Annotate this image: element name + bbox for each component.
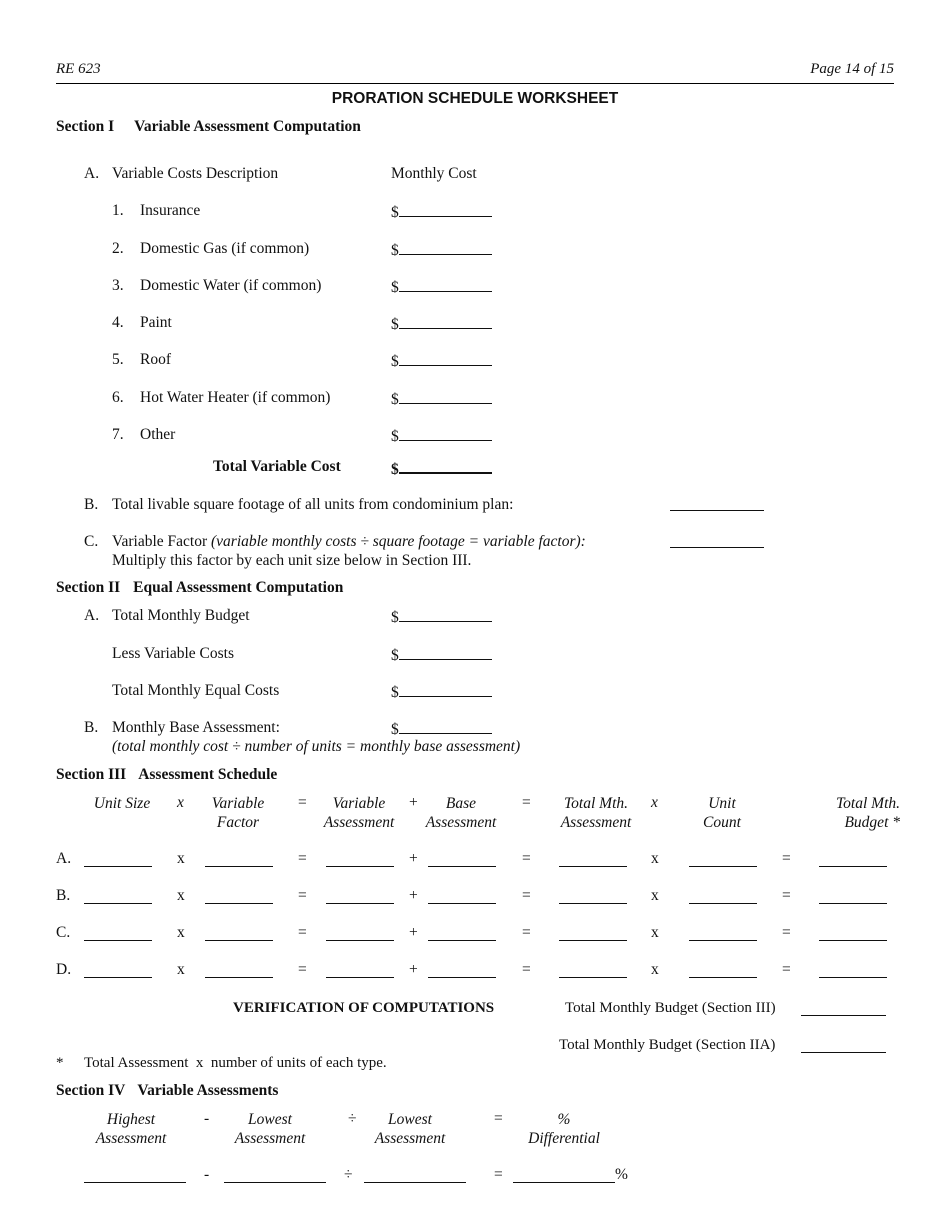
col-base-assessment <box>418 794 504 832</box>
op-plus: + <box>409 887 418 904</box>
blank-line[interactable] <box>399 607 492 622</box>
item-number: 4. <box>112 314 124 331</box>
monthly-cost-header: Monthly Cost <box>391 165 477 182</box>
item-label: Hot Water Heater (if common) <box>140 389 331 406</box>
op-equals: = <box>298 961 307 978</box>
cost-field[interactable] <box>391 389 492 409</box>
section1-a-label: A. <box>84 165 100 182</box>
blank-line[interactable] <box>399 458 492 474</box>
section1-b-label: B. <box>84 496 99 513</box>
blank-line[interactable] <box>399 351 492 366</box>
item-number: 3. <box>112 277 124 294</box>
total-mth-assessment-field[interactable] <box>559 926 627 941</box>
item-number: 7. <box>112 426 124 443</box>
op-times: x <box>651 850 659 867</box>
op-equals: = <box>298 794 307 811</box>
col-header-line2: Assessment <box>374 1130 446 1147</box>
op-equals: = <box>494 1166 503 1183</box>
cost-field[interactable] <box>391 351 492 371</box>
total-monthly-budget-field[interactable] <box>391 607 492 627</box>
variable-factor-field[interactable] <box>205 889 273 904</box>
cost-field[interactable] <box>391 202 492 222</box>
op-equals: = <box>494 1110 503 1127</box>
op-equals: = <box>782 850 791 867</box>
lowest-assessment-field-2[interactable] <box>364 1168 466 1183</box>
blank-line[interactable] <box>399 314 492 329</box>
dollar-sign: $ <box>391 684 399 701</box>
monthly-base-assessment-formula: (total monthly cost ÷ number of units = monthly base assessment) <box>112 738 521 755</box>
section3-heading <box>56 766 277 784</box>
item-label: Domestic Water (if common) <box>140 277 322 294</box>
dollar-sign: $ <box>391 242 399 259</box>
op-times: x <box>651 924 659 941</box>
base-assessment-field[interactable] <box>428 926 496 941</box>
col-lowest-assessment-2 <box>360 1110 460 1148</box>
blank-line[interactable] <box>670 533 764 548</box>
row-label: A. <box>56 850 72 867</box>
col-highest-assessment <box>80 1110 182 1148</box>
blank-line[interactable] <box>399 682 492 697</box>
op-plus: + <box>409 924 418 941</box>
page-number: Page 14 of 15 <box>810 61 894 77</box>
op-equals: = <box>522 961 531 978</box>
item-number: 6. <box>112 389 124 406</box>
variable-factor-field[interactable] <box>205 963 273 978</box>
variable-factor-label: Variable Factor <box>112 533 208 550</box>
variable-assessment-field[interactable] <box>326 852 394 867</box>
blank-line[interactable] <box>399 389 492 404</box>
blank-line[interactable] <box>399 240 492 255</box>
page-title: PRORATION SCHEDULE WORKSHEET <box>331 90 619 107</box>
op-times: x <box>177 961 185 978</box>
percent-differential-field[interactable] <box>513 1168 615 1183</box>
col-header-line1: Lowest <box>248 1111 292 1128</box>
row-label: C. <box>56 924 71 941</box>
section2-title: Equal Assessment Computation <box>133 579 344 596</box>
total-mth-assessment-field[interactable] <box>559 889 627 904</box>
op-times: x <box>177 850 185 867</box>
unit-size-field[interactable] <box>84 852 152 867</box>
item-number: 2. <box>112 240 124 257</box>
monthly-base-assessment-field[interactable] <box>391 719 492 739</box>
dollar-sign: $ <box>391 353 399 370</box>
item-label: Insurance <box>140 202 201 219</box>
item-label: Roof <box>140 351 171 368</box>
header-rule <box>56 83 894 84</box>
col-variable-factor <box>196 794 280 832</box>
op-divide: ÷ <box>344 1166 353 1183</box>
col-header-line1: Total Mth. <box>835 795 900 812</box>
verification-section3-label: Total Monthly Budget (Section III) <box>565 1000 776 1016</box>
variable-costs-description-header: Variable Costs Description <box>112 165 279 182</box>
section4-number: Section IV <box>56 1082 126 1099</box>
variable-factor-text <box>112 533 586 551</box>
percent-sign: % <box>615 1166 628 1183</box>
dollar-sign: $ <box>391 279 399 296</box>
monthly-base-assessment-label: Monthly Base Assessment: <box>112 719 280 736</box>
blank-line[interactable] <box>399 719 492 734</box>
col-header-line1: Unit <box>708 795 736 812</box>
col-header-line1: Highest <box>106 1111 156 1128</box>
col-header-line2: Assessment <box>95 1130 167 1147</box>
col-header-line2: Differential <box>528 1130 600 1147</box>
highest-assessment-field[interactable] <box>84 1168 186 1183</box>
unit-count-field[interactable] <box>689 889 757 904</box>
item-label: Other <box>140 426 176 443</box>
col-header-line1: Lowest <box>388 1111 432 1128</box>
op-equals: = <box>782 887 791 904</box>
total-mth-budget-field[interactable] <box>819 963 887 978</box>
total-monthly-budget-label: Total Monthly Budget <box>112 607 250 624</box>
dollar-sign: $ <box>391 204 399 221</box>
less-variable-costs-label: Less Variable Costs <box>112 645 234 662</box>
total-mth-budget-field[interactable] <box>819 852 887 867</box>
col-header-line1: % <box>557 1111 571 1128</box>
footnote-mark: * <box>56 1055 64 1071</box>
base-assessment-field[interactable] <box>428 963 496 978</box>
blank-line[interactable] <box>670 496 764 511</box>
total-variable-cost-label: Total Variable Cost <box>213 458 341 475</box>
unit-size-field[interactable] <box>84 926 152 941</box>
op-times: x <box>651 961 659 978</box>
dollar-sign: $ <box>391 391 399 408</box>
cost-field[interactable] <box>391 426 492 446</box>
blank-line[interactable] <box>399 277 492 292</box>
unit-count-field[interactable] <box>689 852 757 867</box>
col-header-line1: Variable <box>211 795 265 812</box>
section1-c-label: C. <box>84 533 99 550</box>
op-equals: = <box>782 961 791 978</box>
dollar-sign: $ <box>391 721 399 738</box>
section2-b-label: B. <box>84 719 99 736</box>
col-lowest-assessment-1 <box>220 1110 320 1148</box>
row-label: B. <box>56 887 71 904</box>
cost-field[interactable] <box>391 277 492 297</box>
variable-assessment-field[interactable] <box>326 926 394 941</box>
unit-size-field[interactable] <box>84 963 152 978</box>
op-equals: = <box>522 794 531 811</box>
cost-field[interactable] <box>391 314 492 334</box>
col-header-line1: Base <box>445 795 477 812</box>
variable-factor-instruction: Multiply this factor by each unit size below in Section III. <box>112 552 472 569</box>
unit-count-field[interactable] <box>689 963 757 978</box>
op-times: x <box>177 794 184 811</box>
op-equals: = <box>298 887 307 904</box>
col-header-line2: Assessment <box>323 814 395 831</box>
op-divide: ÷ <box>348 1110 357 1127</box>
dollar-sign: $ <box>391 428 399 445</box>
col-unit-count <box>682 794 762 832</box>
variable-factor-formula: (variable monthly costs ÷ square footage = variable factor): <box>211 533 586 550</box>
op-equals: = <box>782 924 791 941</box>
op-minus: - <box>204 1166 210 1183</box>
blank-line[interactable] <box>399 202 492 217</box>
total-mth-budget-field[interactable] <box>819 889 887 904</box>
op-minus: - <box>204 1110 210 1127</box>
col-header-line2: Budget * <box>844 814 900 831</box>
total-mth-budget-field[interactable] <box>819 926 887 941</box>
section1-heading <box>56 118 361 136</box>
dollar-sign: $ <box>391 316 399 333</box>
verification-section2a-label: Total Monthly Budget (Section IIA) <box>559 1037 776 1053</box>
verification-title: VERIFICATION OF COMPUTATIONS <box>233 1000 495 1016</box>
op-plus: + <box>409 794 418 811</box>
variable-assessment-field[interactable] <box>326 963 394 978</box>
section3-title: Assessment Schedule <box>138 766 278 783</box>
col-header-line2: Assessment <box>234 1130 306 1147</box>
section2-a-label: A. <box>84 607 100 624</box>
section3-number: Section III <box>56 766 127 783</box>
col-header-line1: Unit Size <box>93 795 151 812</box>
less-variable-costs-field[interactable] <box>391 645 492 665</box>
base-assessment-field[interactable] <box>428 889 496 904</box>
col-header-line2: Assessment <box>425 814 497 831</box>
item-label: Paint <box>140 314 172 331</box>
square-footage-field[interactable] <box>670 496 764 516</box>
variable-assessment-field[interactable] <box>326 889 394 904</box>
dollar-sign: $ <box>391 647 399 664</box>
col-header-line1: Total Mth. <box>563 795 629 812</box>
col-variable-assessment <box>314 794 404 832</box>
unit-count-field[interactable] <box>689 926 757 941</box>
col-total-mth-assessment <box>550 794 642 832</box>
col-header-line2: Assessment <box>560 814 632 831</box>
total-mth-assessment-field[interactable] <box>559 852 627 867</box>
total-mth-assessment-field[interactable] <box>559 963 627 978</box>
dollar-sign: $ <box>391 609 399 626</box>
unit-size-field[interactable] <box>84 889 152 904</box>
op-equals: = <box>522 887 531 904</box>
op-plus: + <box>409 850 418 867</box>
item-number: 1. <box>112 202 124 219</box>
op-equals: = <box>298 924 307 941</box>
dollar-sign: $ <box>391 461 399 478</box>
cost-field[interactable] <box>391 240 492 260</box>
op-equals: = <box>522 924 531 941</box>
section2-heading <box>56 579 343 597</box>
op-equals: = <box>522 850 531 867</box>
op-times: x <box>651 794 658 811</box>
col-header-line1: Variable <box>332 795 386 812</box>
variable-factor-field[interactable] <box>205 852 273 867</box>
section2-number: Section II <box>56 579 121 596</box>
blank-line[interactable] <box>399 645 492 660</box>
row-label: D. <box>56 961 72 978</box>
col-percent-differential <box>514 1110 614 1148</box>
footnote-text: Total Assessment x number of units of each type. <box>84 1055 387 1071</box>
item-number: 5. <box>112 351 124 368</box>
col-unit-size <box>82 794 162 813</box>
lowest-assessment-field-1[interactable] <box>224 1168 326 1183</box>
total-variable-cost-field[interactable] <box>391 458 492 479</box>
variable-factor-field[interactable] <box>205 926 273 941</box>
item-label: Domestic Gas (if common) <box>140 240 310 257</box>
op-times: x <box>177 924 185 941</box>
section1-title: Variable Assessment Computation <box>134 118 361 135</box>
total-monthly-equal-costs-field[interactable] <box>391 682 492 702</box>
op-times: x <box>177 887 185 904</box>
op-times: x <box>651 887 659 904</box>
section4-title: Variable Assessments <box>137 1082 279 1099</box>
col-header-line2: Factor <box>216 814 260 831</box>
base-assessment-field[interactable] <box>428 852 496 867</box>
total-monthly-equal-costs-label: Total Monthly Equal Costs <box>112 682 280 699</box>
op-plus: + <box>409 961 418 978</box>
col-header-line2: Count <box>703 814 741 831</box>
square-footage-text: Total livable square footage of all units from condominium plan: <box>112 496 514 513</box>
blank-line[interactable] <box>399 426 492 441</box>
variable-factor-field[interactable] <box>670 533 764 553</box>
section4-heading <box>56 1082 278 1100</box>
verification-section2a-field[interactable] <box>801 1038 886 1053</box>
verification-section3-field[interactable] <box>801 1001 886 1016</box>
op-equals: = <box>298 850 307 867</box>
section1-number: Section I <box>56 118 115 135</box>
col-total-mth-budget <box>806 794 900 832</box>
form-id: RE 623 <box>56 61 101 77</box>
